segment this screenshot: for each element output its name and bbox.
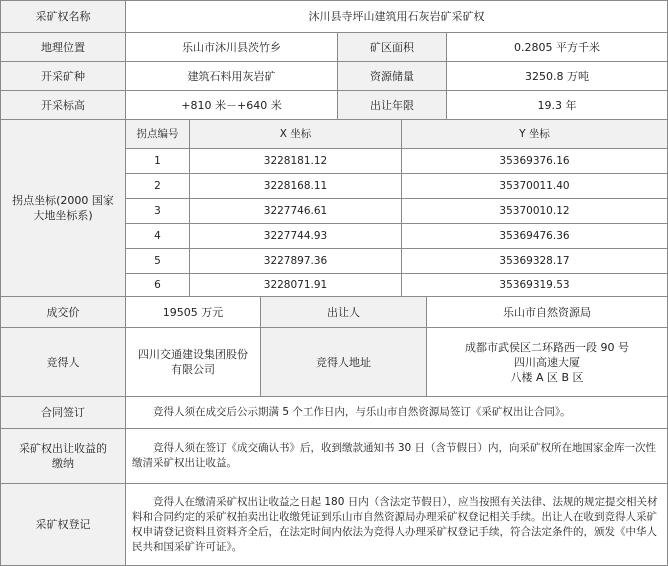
elevation-label: 开采标高 (0, 90, 126, 120)
location-label: 地理位置 (0, 32, 126, 62)
coordinates-label: 拐点坐标(2000 国家大地坐标系) (0, 119, 126, 297)
payment-label: 采矿权出让收益的缴纳 (0, 428, 126, 484)
coord-row-y: 35369319.53 (401, 273, 668, 297)
registration-text (125, 483, 668, 566)
mineral-value: 建筑石料用灰岩矿 (125, 61, 338, 91)
mineral-label: 开采矿种 (0, 61, 126, 91)
coord-row-no: 3 (125, 198, 190, 224)
address-line: 成都市武侯区二环路西一段 90 号 (465, 340, 629, 354)
coord-row-no: 5 (125, 248, 190, 274)
coord-row-no: 6 (125, 273, 190, 297)
payment-text (125, 428, 668, 484)
name-label: 采矿权名称 (0, 0, 126, 33)
coord-row-y: 35369476.36 (401, 223, 668, 249)
name-value: 沐川县寺坪山建筑用石灰岩矿采矿权 (125, 0, 668, 33)
coord-row-no: 2 (125, 173, 190, 199)
coord-row-no: 4 (125, 223, 190, 249)
registration-label: 采矿权登记 (0, 483, 126, 566)
elevation-value: +810 米－+640 米 (125, 90, 338, 120)
price-label: 成交价 (0, 296, 126, 328)
winner-address-label: 竞得人地址 (260, 327, 427, 397)
coord-row-y: 35370011.40 (401, 173, 668, 199)
winner-address (426, 327, 668, 397)
term-label: 出让年限 (337, 90, 447, 120)
reserves-value: 3250.8 万吨 (446, 61, 668, 91)
contract-label: 合同签订 (0, 396, 126, 429)
coord-row-x: 3227897.36 (189, 248, 402, 274)
coord-row-y: 35370010.12 (401, 198, 668, 224)
coord-row-x: 3227746.61 (189, 198, 402, 224)
payment-paragraph: 竞得人须在签订《成交确认书》后，收到缴款通知书 30 日（含节假日）内，向采矿权所在地国家金库一次性缴清采矿权出让收益。 (132, 442, 657, 469)
coord-row-x: 3228071.91 (189, 273, 402, 297)
area-value: 0.2805 平方千米 (446, 32, 668, 62)
coord-row-y: 35369376.16 (401, 148, 668, 174)
registration-paragraph: 竞得人在缴清采矿权出让收益之日起 180 日内（含法定节假日），应当按照有关法律、法规的规定提交相关材料和合同约定的采矿权拍卖出让收缴凭证到乐山市自然资源局办理采矿权登记相关手续。出让人在收到竞得人采矿权申请登记资料且资料齐全后，在法定时间内依法为竞得人办理采矿权登记手续，符合法定条件的，颁发《中华人民共和国采矿许可证》。 (132, 495, 658, 553)
winner-value: 四川交通建设集团股份有限公司 (125, 327, 261, 397)
coord-header-no: 拐点编号 (125, 119, 190, 149)
address-line: 四川高速大厦 (514, 355, 580, 369)
winner-label: 竞得人 (0, 327, 126, 397)
coord-row-x: 3228181.12 (189, 148, 402, 174)
contract-text (125, 396, 668, 429)
contract-paragraph: 竞得人须在成交后公示期满 5 个工作日内，与乐山市自然资源局签订《采矿权出让合同》。 (153, 406, 571, 418)
coord-row-x: 3228168.11 (189, 173, 402, 199)
term-value: 19.3 年 (446, 90, 668, 120)
coord-row-y: 35369328.17 (401, 248, 668, 274)
coord-header-y: Y 坐标 (401, 119, 668, 149)
price-value: 19505 万元 (125, 296, 261, 328)
reserves-label: 资源储量 (337, 61, 447, 91)
address-line: 八楼 A 区 B 区 (510, 370, 584, 384)
coord-row-no: 1 (125, 148, 190, 174)
transferor-label: 出让人 (260, 296, 427, 328)
area-label: 矿区面积 (337, 32, 447, 62)
coord-row-x: 3227744.93 (189, 223, 402, 249)
coord-header-x: X 坐标 (189, 119, 402, 149)
transferor-value: 乐山市自然资源局 (426, 296, 668, 328)
location-value: 乐山市沐川县茨竹乡 (125, 32, 338, 62)
